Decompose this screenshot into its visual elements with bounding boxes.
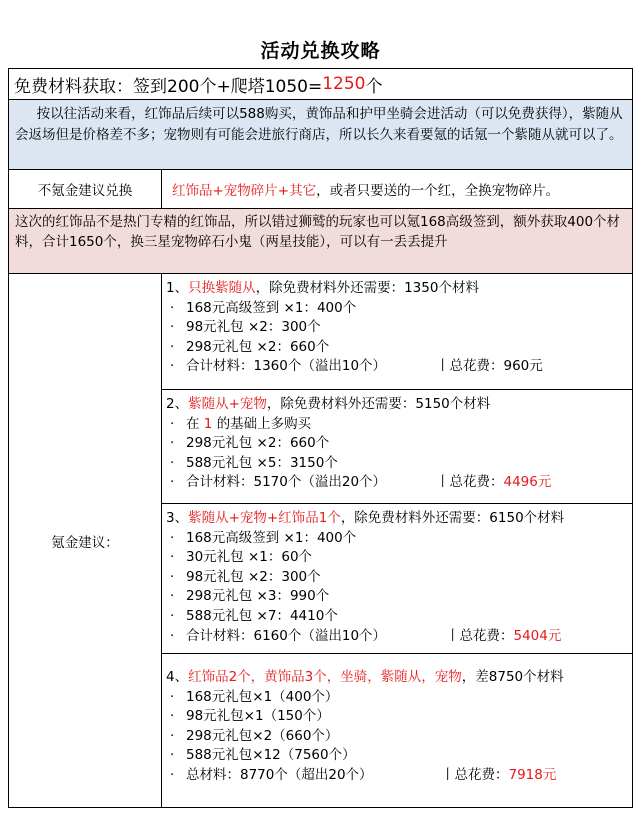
list-item: · 168元高级签到 ×1：400个	[170, 529, 357, 546]
free-material-summary	[9, 69, 632, 100]
plan-total: · 合计材料：1360个（溢出10个） 丨总花费： 960元	[166, 357, 632, 377]
page-title: 活动兑换攻略	[260, 40, 381, 62]
non-pay-row	[9, 170, 632, 209]
plan-total: · 合计材料：5170个（溢出20个） 丨总花费： 4496元	[166, 473, 632, 493]
plan-header: 2、紫随从+宠物，除免费材料外还需要：5150个材料	[166, 396, 491, 412]
list-item: · 30元礼包 ×1：60个	[170, 549, 313, 566]
plan-total: · 合计材料：6160个（溢出10个） 丨总花费： 5404元	[166, 627, 632, 647]
list-item: · 98元礼包 ×2：300个	[170, 319, 321, 336]
list-item: · 298元礼包 ×2：660个	[170, 435, 330, 452]
plan-cost: 960元	[503, 358, 543, 375]
list-item: · 588元礼包 ×5：3150个	[170, 454, 338, 471]
non-pay-advice	[162, 170, 632, 208]
list-item: · 298元礼包 ×2：660个	[170, 338, 330, 355]
list-item: · 在 1 的基础上多购买	[170, 415, 312, 432]
history-note-text: 按以往活动来看，红饰品后续可以588购买，黄饰品和护甲坐骑会进活动（可以免费获得），紫随从会返场但是价格差不多；宠物则有可能会进旅行商店，所以长久来看要氪的话氪一个紫随从就可以了。	[15, 106, 623, 143]
list-item: · 298元礼包 ×3：990个	[170, 588, 330, 605]
plan-3	[162, 504, 632, 654]
pay-plans	[162, 274, 632, 807]
plan-header: 4、红饰品2个，黄饰品3个，坐骑，紫随从，宠物，差8750个材料	[166, 669, 564, 685]
plan-cost: 4496元	[503, 474, 552, 491]
plan-4	[162, 654, 632, 807]
plan-header: 1、只换紫随从，除免费材料外还需要：1350个材料	[166, 280, 479, 296]
pay-row	[9, 274, 632, 807]
plan-2	[162, 390, 632, 504]
plan-total: · 总材料：8770个（超出20个） 丨总花费： 7918元	[166, 766, 632, 786]
list-item: · 98元礼包×1（150个）	[170, 708, 330, 725]
plan-header: 3、紫随从+宠物+红饰品1个，除免费材料外还需要：6150个材料	[166, 510, 565, 526]
list-item: · 588元礼包 ×7：4410个	[170, 607, 338, 624]
pay-label: 氪金建议：	[9, 274, 162, 807]
warning-note	[9, 209, 632, 274]
list-item: · 98元礼包 ×2：300个	[170, 568, 321, 585]
summary-suffix: 个	[365, 76, 383, 97]
list-item: · 168元高级签到 ×1：400个	[170, 299, 357, 316]
plan-cost: 5404元	[513, 627, 562, 644]
warning-text: 这次的红饰品不是热门专精的红饰品，所以错过狮鹫的玩家也可以氪168高级签到，额外获取400个材料，合计1650个，换三星宠物碎石小鬼（两星技能），可以有一丢丢提升	[15, 214, 621, 250]
non-pay-rest: ，或者只要送的一个红，全换宠物碎片。	[316, 183, 560, 199]
summary-total: 1250	[322, 74, 366, 94]
list-item: · 298元礼包×2（660个）	[170, 727, 339, 744]
plan-1	[162, 274, 632, 390]
list-item: · 168元礼包×1（400个）	[170, 688, 339, 705]
non-pay-highlight: 红饰品+宠物碎片+其它	[172, 183, 317, 199]
non-pay-label: 不氪金建议兑换	[9, 170, 162, 208]
plan-cost: 7918元	[508, 766, 557, 783]
list-item: · 588元礼包×12（7560个）	[170, 747, 356, 764]
summary-prefix: 免费材料获取：签到200个+爬塔1050=	[14, 76, 323, 97]
guide-table	[8, 68, 633, 808]
history-note	[9, 100, 632, 170]
